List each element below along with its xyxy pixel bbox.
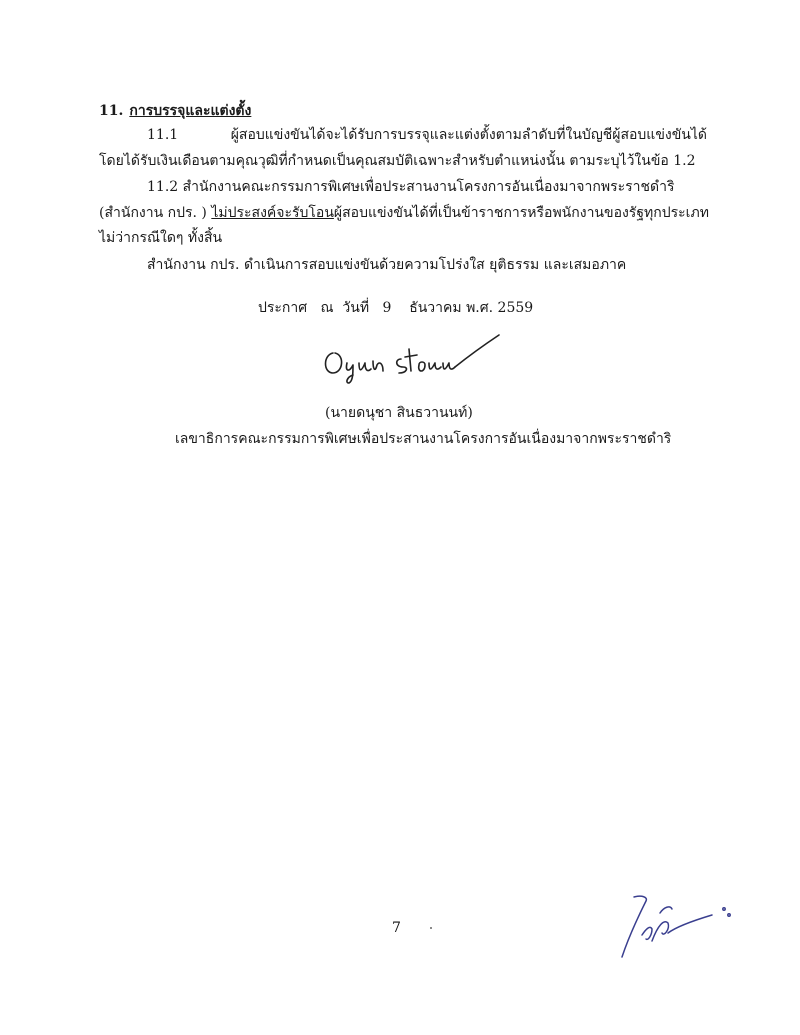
no-transfer-text: ไม่ประสงค์จะรับโอน [211, 205, 334, 221]
paragraph-11-1-line-2: โดยได้รับเงินเดือนตามคุณวุฒิที่กำหนดเป็นคุณสมบัติเฉพาะสำหรับตำแหน่งนั้น ตามระบุไว้ในข้อ 1.2 [99, 153, 696, 169]
signatory-name: (นายดนุชา สินธวานนท์) [325, 405, 473, 421]
signatory-position: เลขาธิการคณะกรรมการพิเศษเพื่อประสานงานโครงการอันเนื่องมาจากพระราชดำริ [175, 431, 672, 447]
paragraph-11-2-line-1: 11.2 สำนักงานคณะกรรมการพิเศษเพื่อประสานงานโครงการอันเนื่องมาจากพระราชดำริ [147, 179, 675, 195]
announcement-month-year: ธันวาคม พ.ศ. 2559 [409, 300, 534, 316]
announcement-date-line [258, 298, 533, 318]
section-heading [99, 101, 251, 121]
page-number: 7 [392, 920, 401, 936]
announcement-prefix: ประกาศ [258, 300, 308, 316]
paragraph-11-1-line-1: 11.1 ผู้สอบแข่งขันได้จะได้รับการบรรจุและแต่งตั้งตามลำดับที่ในบัญชีผู้สอบแข่งขันได้ [147, 127, 707, 143]
transparency-statement: สำนักงาน กปร. ดำเนินการสอบแข่งขันด้วยความโปร่งใส ยุติธรรม และเสมอภาค [147, 257, 627, 273]
initials-signature [612, 885, 742, 965]
page-dot [430, 927, 432, 929]
paragraph-11-2-line-2 [99, 203, 709, 223]
section-title: การบรรจุและแต่งตั้ง [129, 103, 252, 119]
announcement-day: 9 [382, 300, 392, 316]
section-number: 11. [99, 103, 124, 119]
announcement-at: ณ [320, 300, 334, 316]
agency-abbrev-text: (สำนักงาน กปร. ) [99, 205, 212, 221]
transfer-detail-text: ผู้สอบแข่งขันได้ที่เป็นข้าราชการหรือพนักงานของรัฐทุกประเภท [333, 205, 709, 221]
announcement-day-label: วันที่ [342, 300, 370, 316]
signature-image [315, 325, 505, 385]
paragraph-11-2-line-3: ไม่ว่ากรณีใดๆ ทั้งสิ้น [99, 230, 223, 246]
